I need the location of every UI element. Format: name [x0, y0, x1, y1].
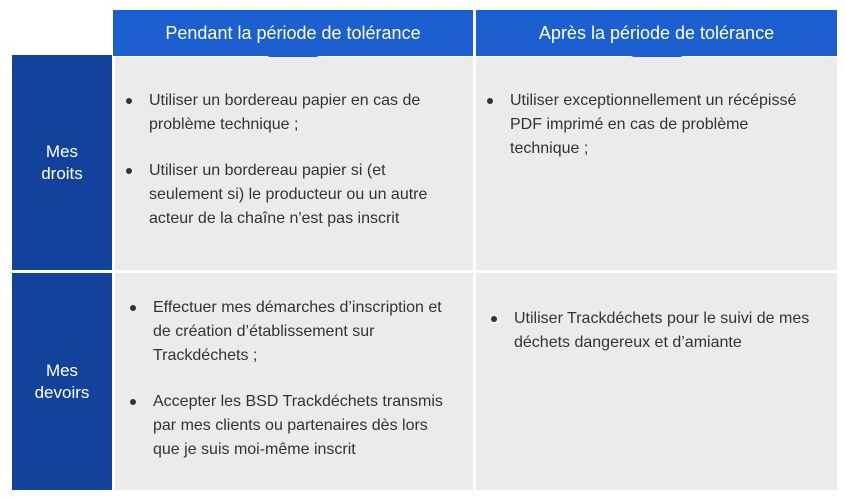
list-item: Accepter les BSD Trackdéchets transmis par mes clients ou partenaires dès lors que je suis moi-même inscrit	[127, 390, 451, 462]
bullet-list	[123, 89, 451, 231]
list-item: Utiliser un bordereau papier en cas de problème technique ;	[123, 89, 451, 137]
row-header-label-line: devoirs	[34, 382, 90, 402]
cell-duties-after	[476, 273, 837, 490]
bullet-list	[488, 307, 815, 355]
list-item: Utiliser un bordereau papier si (et seulement si) le producteur ou un autre acteur de la chaîne n'est pas inscrit	[123, 159, 451, 231]
list-item: Effectuer mes démarches d’inscription et de création d’établissement sur Trackdéchets ;	[127, 296, 451, 368]
list-item: Utiliser Trackdéchets pour le suivi de mes déchets dangereux et d’amiante	[488, 307, 815, 355]
row-header-label-line: Mes	[45, 360, 79, 380]
bullet-list	[484, 89, 815, 161]
cell-rights-during	[115, 57, 473, 270]
row-header-duties	[12, 273, 112, 490]
cell-rights-after	[476, 57, 837, 270]
column-header-during-tolerance	[113, 10, 473, 56]
bullet-list	[127, 296, 451, 462]
column-header-label: Pendant la période de tolérance	[165, 22, 421, 43]
row-header-label-line: droits	[41, 163, 83, 183]
column-header-label: Après la période de tolérance	[538, 22, 775, 43]
row-header-rights	[12, 55, 112, 270]
list-item: Utiliser exceptionnellement un récépissé PDF imprimé en cas de problème technique ;	[484, 89, 815, 161]
column-header-after-tolerance	[476, 10, 837, 56]
cell-duties-during	[115, 273, 473, 490]
row-header-label-line: Mes	[45, 141, 79, 161]
